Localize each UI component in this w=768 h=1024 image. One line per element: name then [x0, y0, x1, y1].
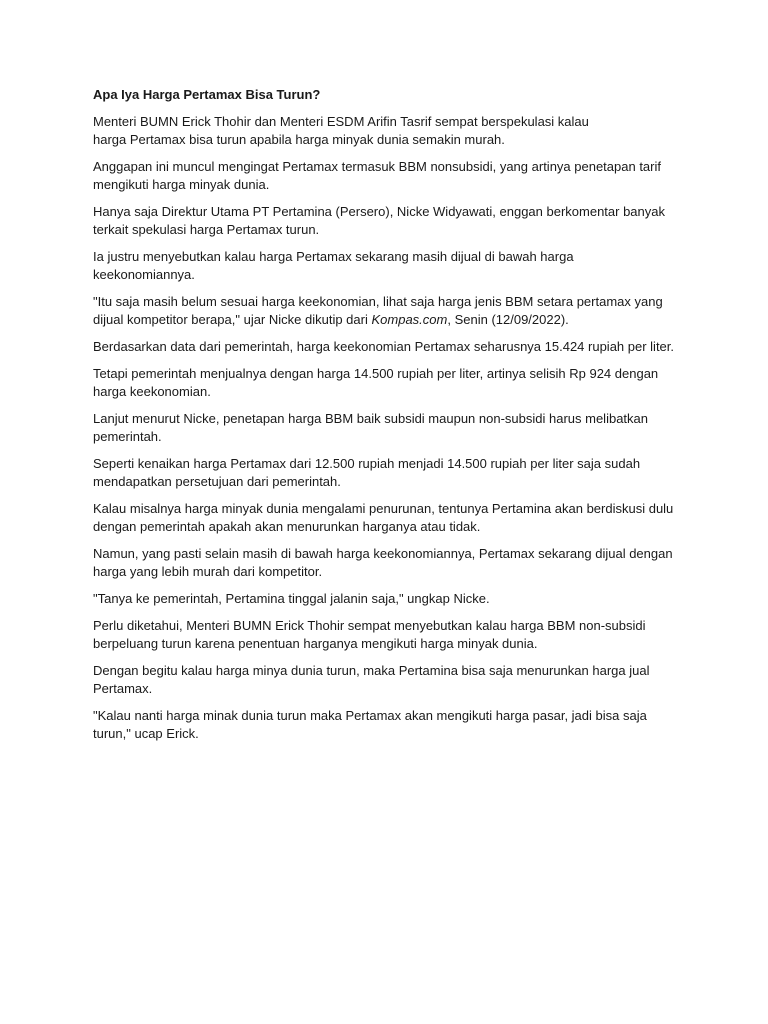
article-paragraph	[93, 113, 683, 149]
article-paragraph	[93, 365, 683, 401]
article-paragraph	[93, 293, 683, 329]
paragraph-line: "Itu saja masih belum sesuai harga keekonomian, lihat saja harga jenis BBM setara pertamax yang	[93, 294, 663, 309]
paragraph-line: harga yang lebih murah dari kompetitor.	[93, 564, 323, 579]
document-page	[93, 86, 683, 752]
paragraph-line: Dengan begitu kalau harga minya dunia turun, maka Pertamina bisa saja menurunkan harga jual	[93, 663, 650, 678]
article-paragraph	[93, 203, 683, 239]
article-paragraph	[93, 590, 683, 608]
article-paragraph	[93, 410, 683, 446]
paragraph-line: Lanjut menurut Nicke, penetapan harga BBM baik subsidi maupun non-subsidi harus melibatkan	[93, 411, 648, 426]
article-paragraph	[93, 662, 683, 698]
article-paragraph	[93, 158, 683, 194]
paragraph-line: harga keekonomian.	[93, 384, 211, 399]
paragraph-line: berpeluang turun karena penentuan harganya mengikuti harga minyak dunia.	[93, 636, 538, 651]
article-paragraph	[93, 545, 683, 581]
paragraph-line: Ia justru menyebutkan kalau harga Pertamax sekarang masih dijual di bawah harga	[93, 249, 574, 264]
paragraph-line: Menteri BUMN Erick Thohir dan Menteri ESDM Arifin Tasrif sempat berspekulasi kalau	[93, 114, 589, 129]
article-paragraph	[93, 707, 683, 743]
paragraph-line: Perlu diketahui, Menteri BUMN Erick Thohir sempat menyebutkan kalau harga BBM non-subsidi	[93, 618, 646, 633]
paragraph-line: harga Pertamax bisa turun apabila harga minyak dunia semakin murah.	[93, 132, 505, 147]
article-paragraph	[93, 500, 683, 536]
paragraph-line: Tetapi pemerintah menjualnya dengan harga 14.500 rupiah per liter, artinya selisih Rp 924 dengan	[93, 366, 659, 381]
paragraph-line: pemerintah.	[93, 429, 162, 444]
paragraph-line: keekonomiannya.	[93, 267, 195, 282]
paragraph-line: mendapatkan persetujuan dari pemerintah.	[93, 474, 341, 489]
article-title: Apa Iya Harga Pertamax Bisa Turun?	[93, 87, 321, 102]
article-paragraph	[93, 248, 683, 284]
paragraph-line: Kalau misalnya harga minyak dunia mengalami penurunan, tentunya Pertamina akan berdiskusi dulu	[93, 501, 674, 516]
article-paragraph	[93, 338, 683, 356]
source-name: Kompas.com	[371, 312, 448, 327]
paragraph-line: "Tanya ke pemerintah, Pertamina tinggal jalanin saja," ungkap Nicke.	[93, 591, 490, 606]
paragraph-line: Namun, yang pasti selain masih di bawah harga keekonomiannya, Pertamax sekarang dijual dengan	[93, 546, 673, 561]
paragraph-line: terkait spekulasi harga Pertamax turun.	[93, 222, 320, 237]
paragraph-line: turun," ucap Erick.	[93, 726, 199, 741]
paragraph-line: Hanya saja Direktur Utama PT Pertamina (Persero), Nicke Widyawati, enggan berkomentar banyak	[93, 204, 665, 219]
paragraph-line: dengan pemerintah apakah akan menurunkan harganya atau tidak.	[93, 519, 481, 534]
paragraph-line	[93, 311, 683, 329]
article-paragraph	[93, 455, 683, 491]
paragraph-line: mengikuti harga minyak dunia.	[93, 177, 270, 192]
paragraph-line: Seperti kenaikan harga Pertamax dari 12.500 rupiah menjadi 14.500 rupiah per liter saja sudah	[93, 456, 641, 471]
article-body	[93, 113, 683, 743]
paragraph-line: "Kalau nanti harga minak dunia turun maka Pertamax akan mengikuti harga pasar, jadi bisa saja	[93, 708, 647, 723]
paragraph-line: Pertamax.	[93, 681, 153, 696]
paragraph-line: Anggapan ini muncul mengingat Pertamax termasuk BBM nonsubsidi, yang artinya penetapan tarif	[93, 159, 661, 174]
article-paragraph	[93, 617, 683, 653]
paragraph-line: Berdasarkan data dari pemerintah, harga keekonomian Pertamax seharusnya 15.424 rupiah per liter.	[93, 339, 675, 354]
citation-suffix: , Senin (12/09/2022).	[447, 312, 569, 327]
citation-prefix: dijual kompetitor berapa," ujar Nicke dikutip dari	[93, 312, 372, 327]
